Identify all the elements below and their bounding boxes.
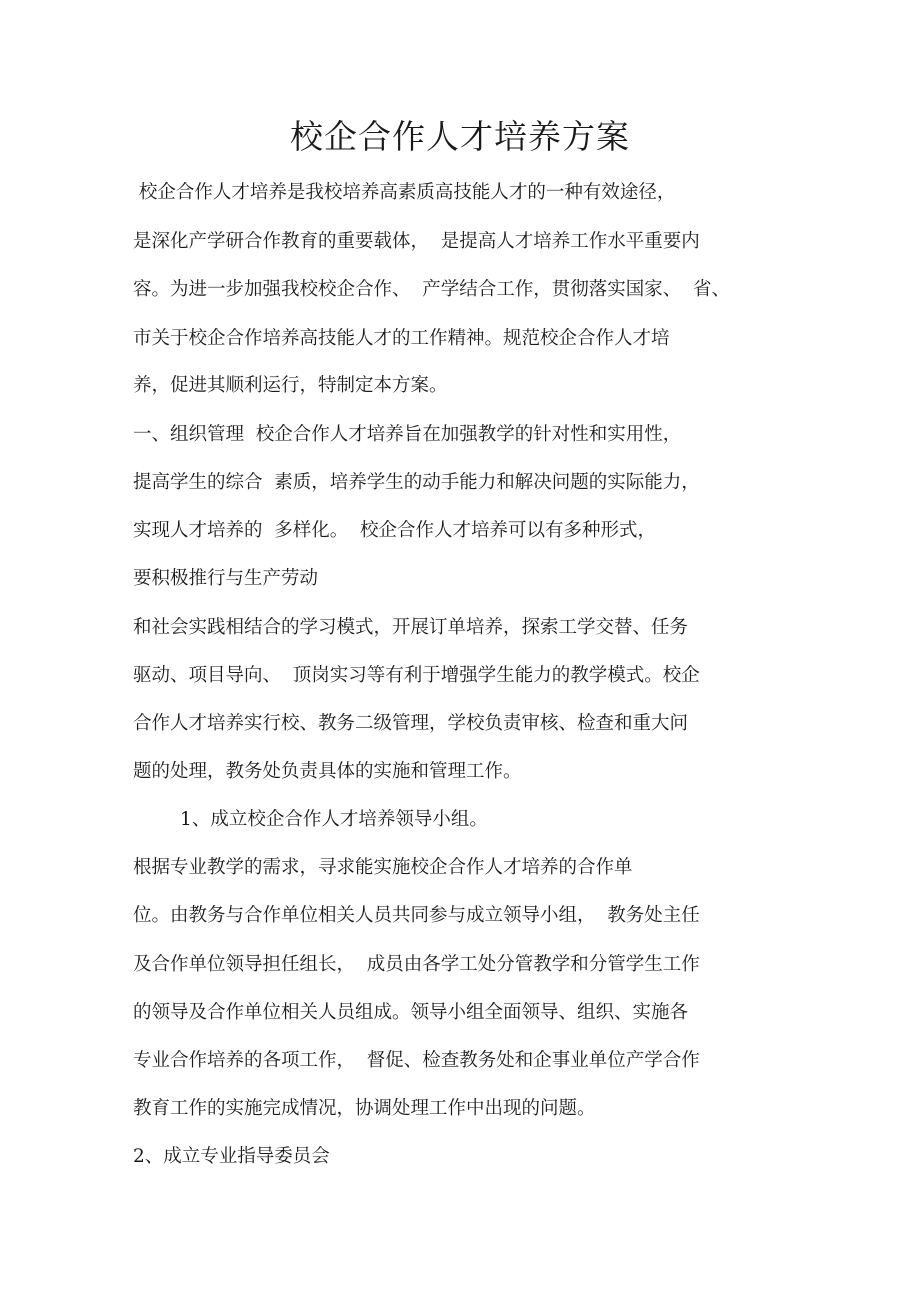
paragraph-line: 提高学生的综合 素质，培养学生的动手能力和解决问题的实际能力， (133, 472, 700, 493)
paragraph-line: 题的处理，教务处负责具体的实施和管理工作。 (133, 761, 522, 782)
paragraph-line: 驱动、项目导向、 顶岗实习等有利于增强学生能力的教学模式。校企 (133, 665, 700, 686)
section-heading-line: 一、组织管理 校企合作人才培养旨在加强教学的针对性和实用性， (133, 424, 682, 445)
paragraph-line: 合作人才培养实行校、教务二级管理，学校负责审核、检查和重大问 (133, 713, 689, 734)
paragraph-line: 和社会实践相结合的学习模式，开展订单培养，探索工学交替、任务 (133, 617, 689, 638)
paragraph-line: 实现人才培养的 多样化。 校企合作人才培养可以有多种形式， (133, 520, 657, 541)
paragraph-line: 容。为进一步加强我校校企合作、 产学结合工作，贯彻落实国家、 省、 (133, 279, 731, 300)
subsection-heading-line: 1、成立校企合作人才培养领导小组。 (133, 809, 488, 830)
paragraph-line: 市关于校企合作培养高技能人才的工作精神。规范校企合作人才培 (133, 328, 670, 349)
paragraph-line: 是深化产学研合作教育的重要载体， 是提高人才培养工作水平重要内 (133, 231, 700, 252)
paragraph-line: 位。由教务与合作单位相关人员共同参与成立领导小组， 教务处主任 (133, 905, 700, 926)
paragraph-line: 要积极推行与生产劳动 (133, 568, 319, 589)
paragraph-line: 教育工作的实施完成情况，协调处理工作中出现的问题。 (133, 1098, 596, 1119)
paragraph-line: 专业合作培养的各项工作， 督促、检查教务处和企事业单位产学合作 (133, 1050, 700, 1071)
paragraph-line: 校企合作人才培养是我校培养高素质高技能人才的一种有效途径， (133, 182, 676, 203)
subsection-heading-line: 2、成立专业指导委员会 (133, 1146, 330, 1167)
paragraph-line: 根据专业教学的需求，寻求能实施校企合作人才培养的合作单 (133, 857, 633, 878)
paragraph-line: 及合作单位领导担任组长， 成员由各学工处分管教学和分管学生工作 (133, 954, 700, 975)
document-title: 校企合作人才培养方案 (290, 117, 630, 156)
paragraph-line: 养，促进其顺利运行，特制定本方案。 (133, 375, 448, 396)
paragraph-line: 的领导及合作单位相关人员组成。领导小组全面领导、组织、实施各 (133, 1002, 689, 1023)
